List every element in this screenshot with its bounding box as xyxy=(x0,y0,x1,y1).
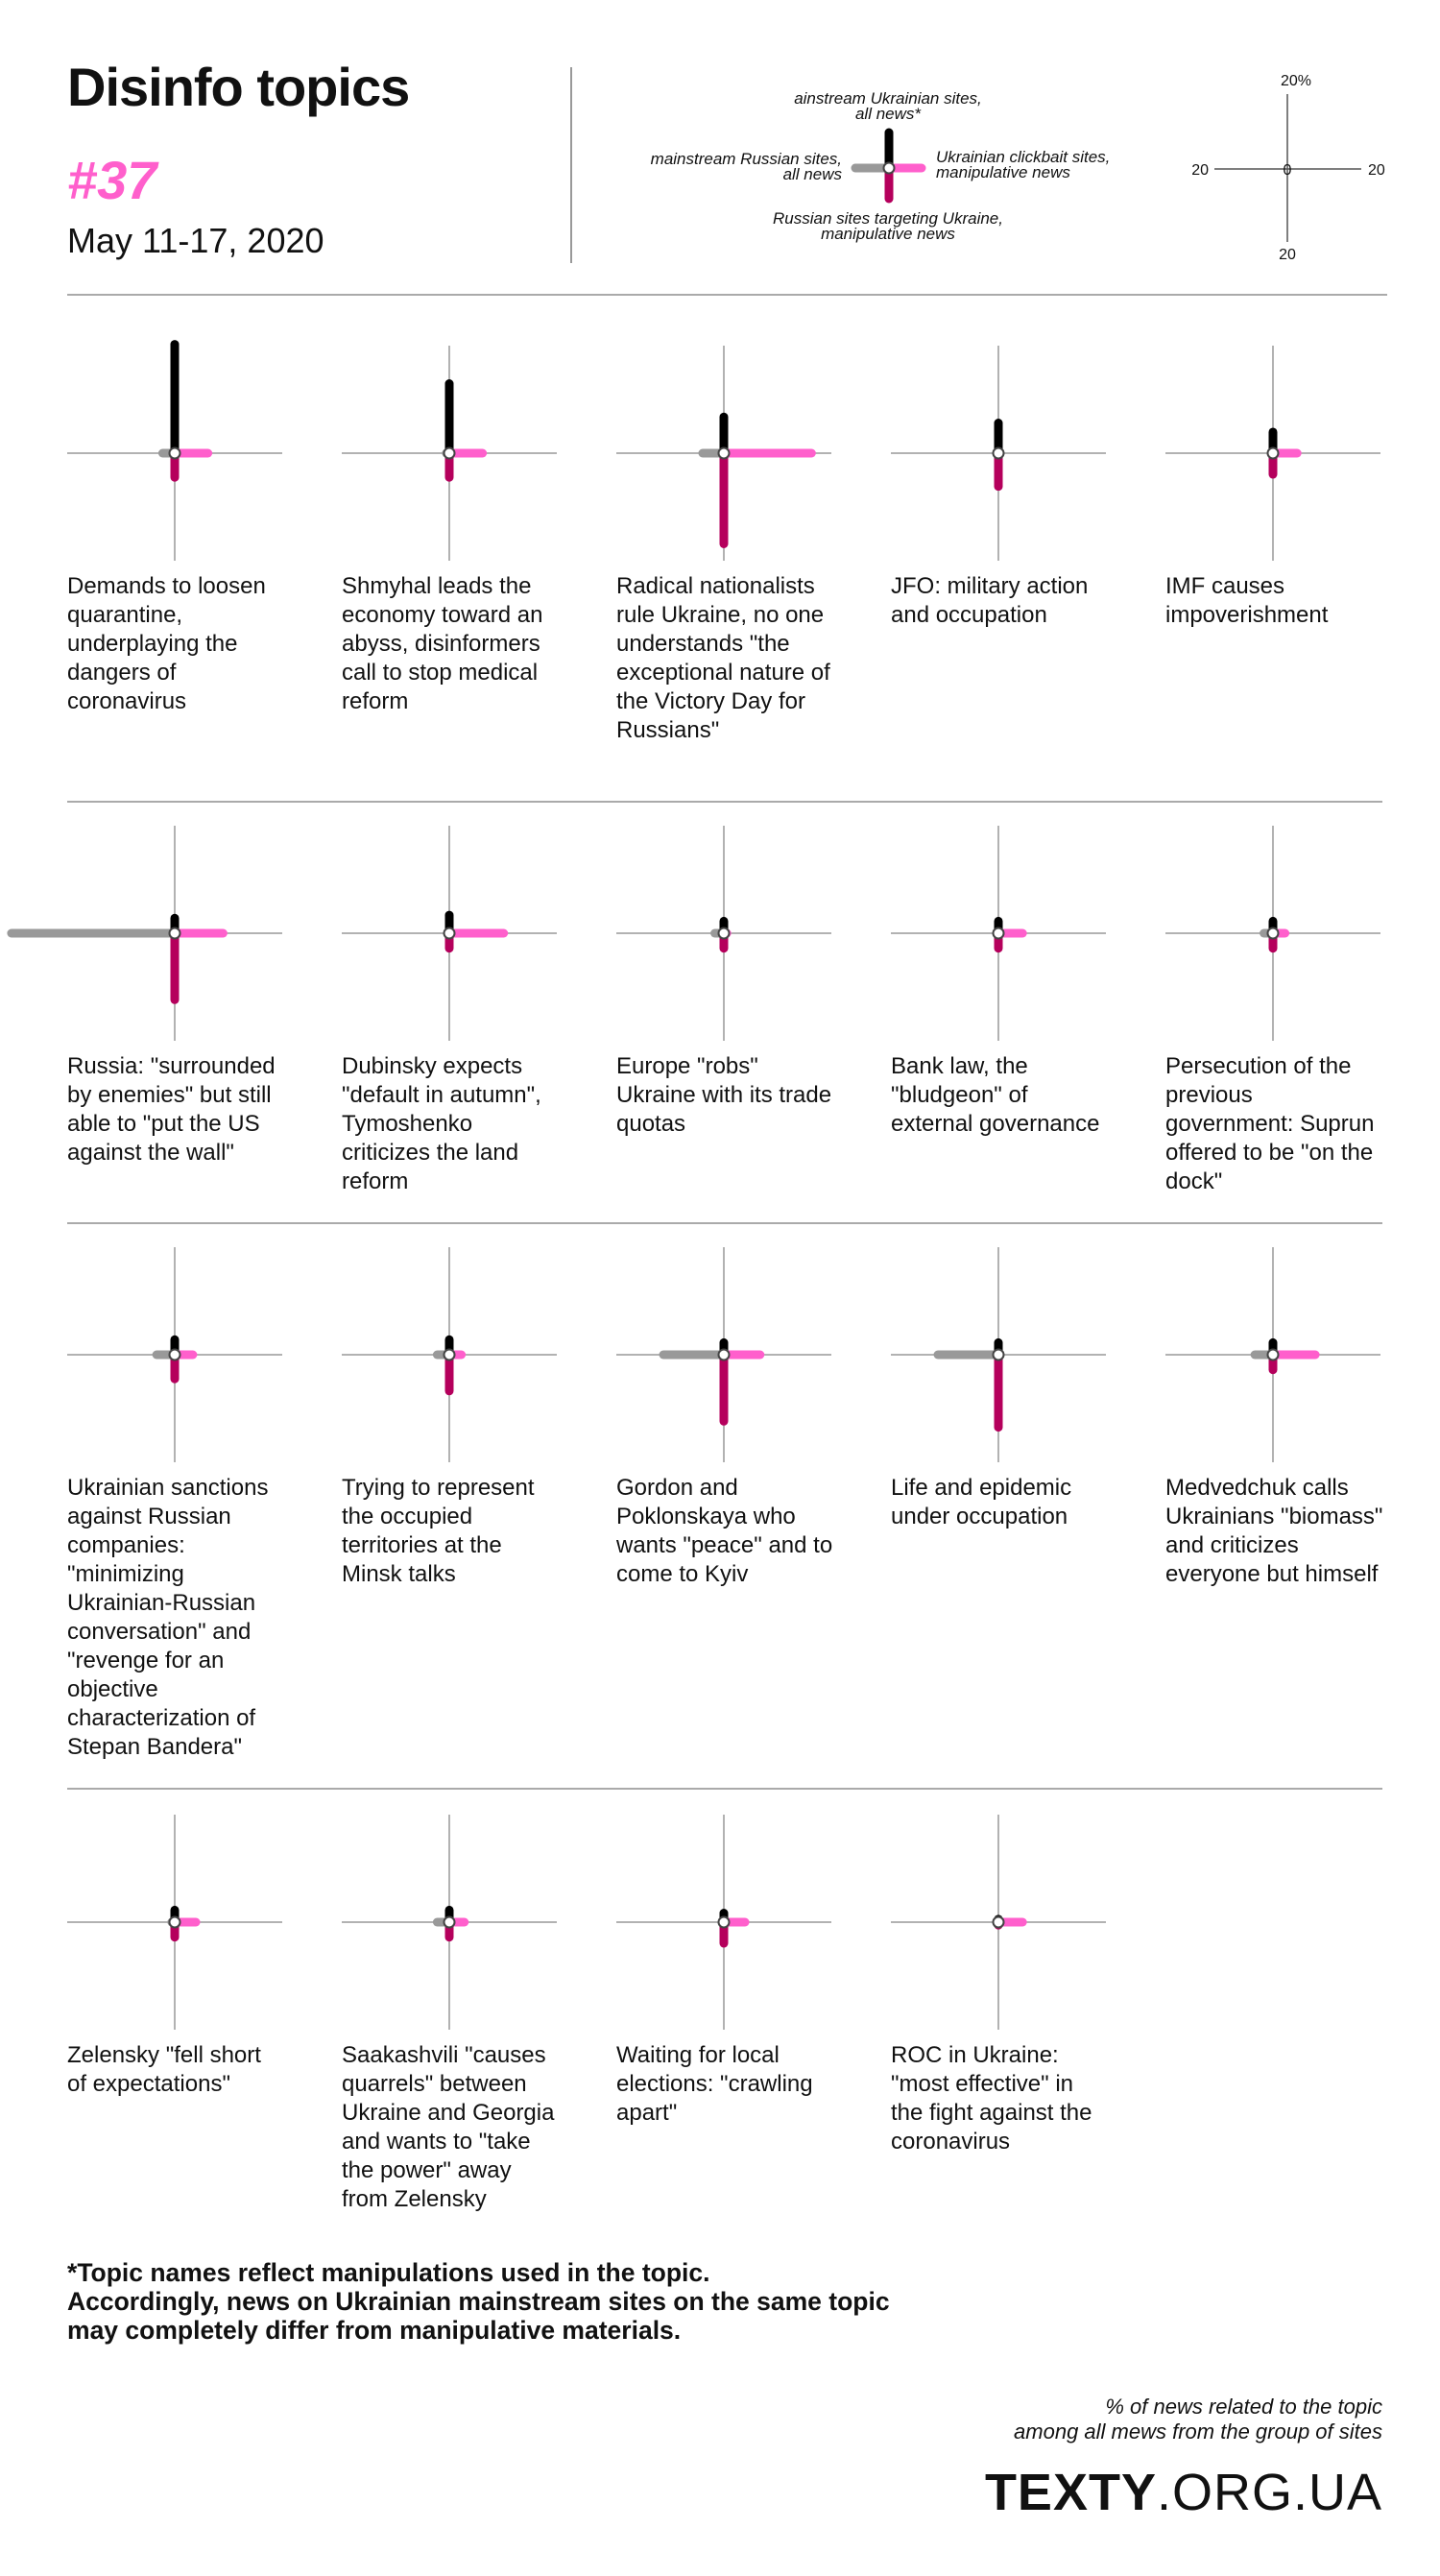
topic-label: Ukrainian sanctions against Russian companies: "minimizing Ukrainian-Russian conversation" and "revenge for an objective characterization of Stepan Bandera" xyxy=(67,1475,269,1760)
glyph-center xyxy=(719,928,730,939)
legend-left-line1: mainstream Russian sites, xyxy=(650,150,842,168)
units-line: among all mews from the group of sites xyxy=(1014,2420,1382,2444)
footnote-line: *Topic names reflect manipulations used in the topic. xyxy=(67,2258,710,2287)
legend-top-line1: ainstream Ukrainian sites, xyxy=(794,89,982,108)
units-note xyxy=(1014,2395,1382,2444)
scale-left-label: 20 xyxy=(1191,162,1209,179)
units-line: % of news related to the topic xyxy=(1105,2395,1382,2419)
topic-label: Waiting for local elections: "crawling apart" xyxy=(616,2042,813,2126)
glyph-center xyxy=(1268,1350,1279,1360)
scale-bottom-label: 20 xyxy=(1279,247,1296,263)
brand-regular: .ORG.UA xyxy=(1156,2464,1382,2521)
scale-center-label: 0 xyxy=(1283,162,1292,179)
glyph-center xyxy=(444,448,455,459)
glyph-center xyxy=(719,1350,730,1360)
legend-right-line2: manipulative news xyxy=(936,163,1070,181)
topic-label: Medvedchuk calls Ukrainians "biomass" and criticizes everyone but himself xyxy=(1165,1475,1383,1587)
topic-label: Saakashvili "causes quarrels" between Ukraine and Georgia and wants to "take the power" away from Zelensky xyxy=(342,2042,555,2212)
issue-number: #37 xyxy=(67,150,157,210)
glyph-center xyxy=(994,1350,1004,1360)
legend-top-line2: all news* xyxy=(854,105,922,123)
legend-bottom-line2: manipulative news xyxy=(821,225,955,243)
topic-label: IMF causes impoverishment xyxy=(1165,573,1329,628)
glyph-center xyxy=(444,928,455,939)
glyph-center xyxy=(170,1350,180,1360)
glyph-center xyxy=(719,448,730,459)
glyph-center xyxy=(994,1917,1004,1928)
page-title: Disinfo topics xyxy=(67,57,410,117)
legend-right-line1: Ukrainian clickbait sites, xyxy=(936,148,1111,166)
topic-label: Bank law, the "bludgeon" of external governance xyxy=(891,1053,1100,1137)
glyph-center xyxy=(719,1917,730,1928)
topic-label: ROC in Ukraine: "most effective" in the fight against the coronavirus xyxy=(891,2042,1092,2155)
topic-label: Europe "robs" Ukraine with its trade quotas xyxy=(616,1053,832,1137)
glyph-center xyxy=(994,928,1004,939)
footnote-line: Accordingly, news on Ukrainian mainstream sites on the same topic xyxy=(67,2287,890,2316)
topic-label: Demands to loosen quarantine, underplaying the dangers of coronavirus xyxy=(67,573,266,714)
legend-left-line2: all news xyxy=(782,165,842,183)
topic-label: Russia: "surrounded by enemies" but still able to "put the US against the wall" xyxy=(67,1053,276,1166)
scale-right-label: 20 xyxy=(1368,162,1385,179)
glyph-center xyxy=(1268,448,1279,459)
legend-bottom-line1: Russian sites targeting Ukraine, xyxy=(772,209,1004,228)
brand-logo[interactable] xyxy=(985,2463,1382,2522)
topic-label: Gordon and Poklonskaya who wants "peace" and to come to Kyiv xyxy=(616,1475,833,1587)
topic-label: Radical nationalists rule Ukraine, no one understands "the exceptional nature of the Victory Day for Russians" xyxy=(616,573,830,743)
glyph-center xyxy=(444,1917,455,1928)
topic-label: Persecution of the previous government: Suprun offered to be "on the dock" xyxy=(1165,1053,1375,1194)
topic-label: Shmyhal leads the economy toward an abyss, disinformers call to stop medical reform xyxy=(342,573,543,714)
brand-bold: TEXTY xyxy=(984,2464,1157,2521)
glyph-center xyxy=(994,448,1004,459)
footnote-line: may completely differ from manipulative materials. xyxy=(67,2316,682,2345)
glyph-center xyxy=(170,448,180,459)
glyph-center xyxy=(170,928,180,939)
topic-label: Zelensky "fell short of expectations" xyxy=(67,2042,261,2097)
glyph-center xyxy=(444,1350,455,1360)
footnote xyxy=(67,2258,1027,2345)
topic-label: Life and epidemic under occupation xyxy=(891,1475,1072,1529)
topic-label: JFO: military action and occupation xyxy=(891,573,1089,628)
scale-top-label: 20% xyxy=(1280,73,1312,89)
topic-label: Trying to represent the occupied territories at the Minsk talks xyxy=(342,1475,535,1587)
date-range: May 11-17, 2020 xyxy=(67,221,324,260)
topic-label: Dubinsky expects "default in autumn", Tymoshenko criticizes the land reform xyxy=(342,1053,541,1194)
glyph-center xyxy=(170,1917,180,1928)
glyph-center xyxy=(1268,928,1279,939)
